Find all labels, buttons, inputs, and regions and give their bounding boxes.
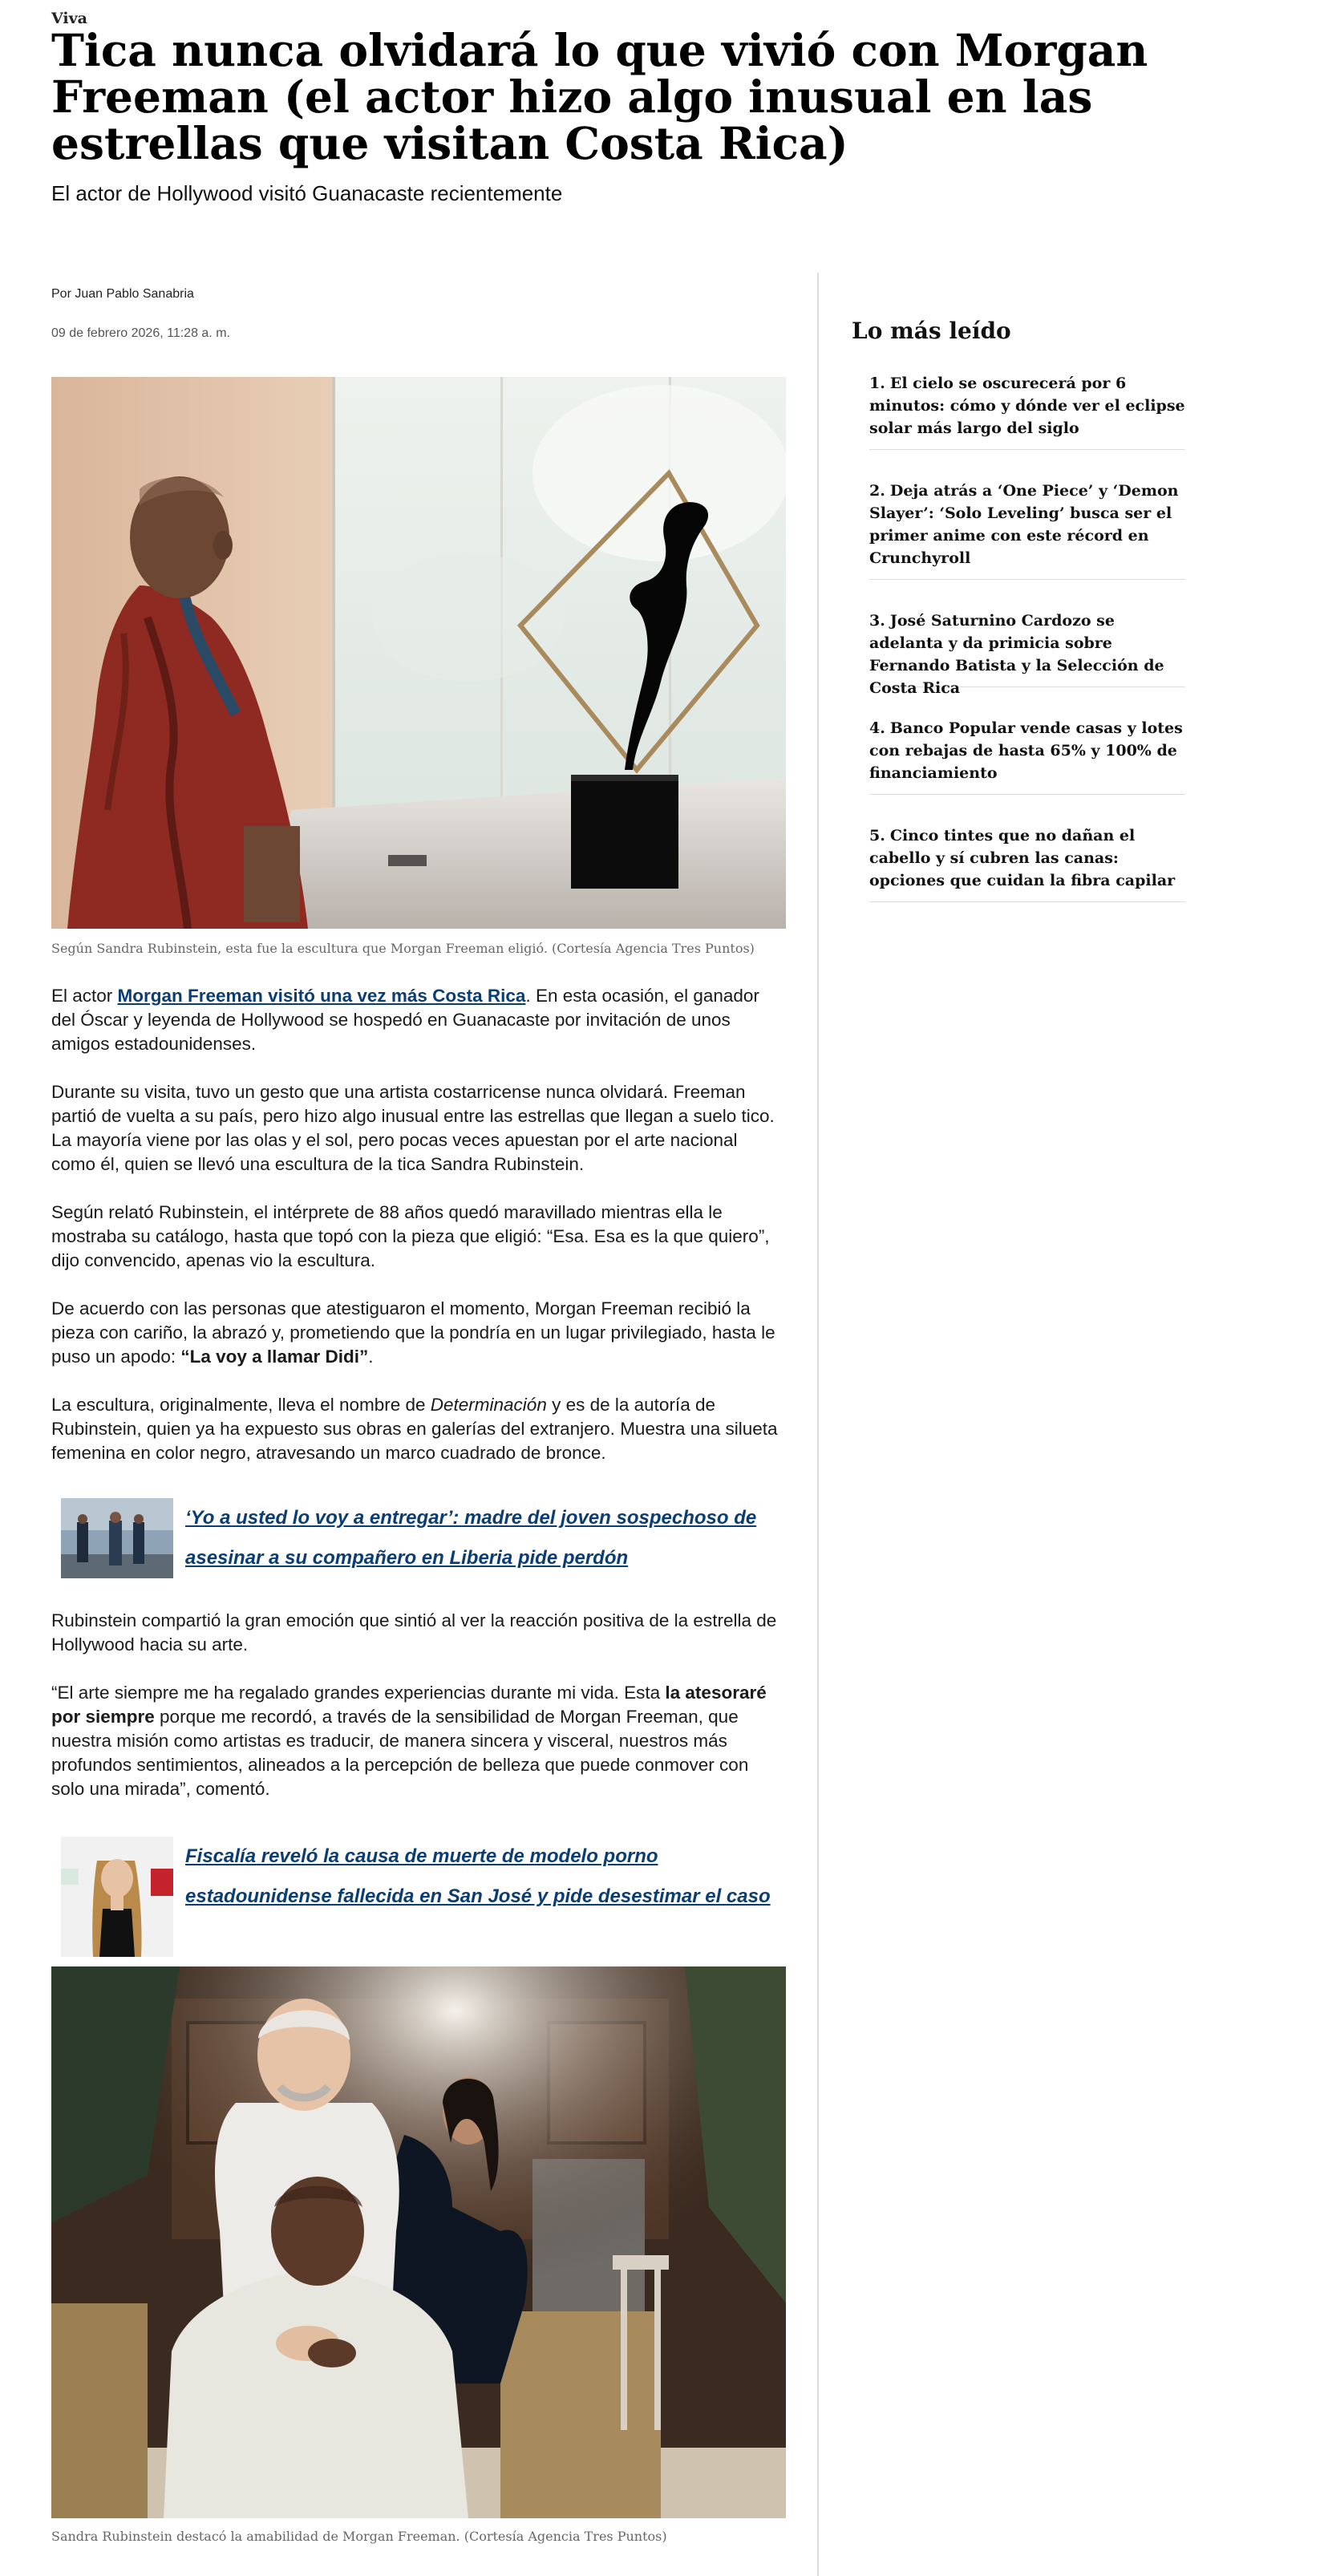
paragraph-text: De acuerdo con las personas que atestiguaron el momento, Morgan Freeman recibió la pieza con cariño, la abrazó y, prometiendo que la pondría en un lugar privilegiado, hasta le puso un apodo: <box>51 1298 775 1367</box>
most-read-text: Deja atrás a ‘One Piece’ y ‘Demon Slayer’: ‘Solo Leveling’ busca ser el primer anime con este récord en Crunchyroll <box>869 482 1179 567</box>
most-read-item[interactable] <box>869 372 1185 450</box>
related-link-2[interactable]: Fiscalía reveló la causa de muerte de modelo porno estadounidense fallecida en San José y pide desestimar el caso <box>185 1845 771 1907</box>
inline-link-freeman-visit[interactable]: Morgan Freeman visitó una vez más Costa Rica <box>117 986 526 1006</box>
most-read-number: 4. <box>869 719 885 737</box>
column-divider <box>817 273 819 2576</box>
related-link-1[interactable]: ‘Yo a usted lo voy a entregar’: madre del joven sospechoso de asesinar a su compañero en Liberia pide perdón <box>185 1507 757 1569</box>
most-read-item[interactable] <box>869 717 1185 795</box>
paragraph-text: El actor <box>51 986 118 1006</box>
photo-caption: Según Sandra Rubinstein, esta fue la escultura que Morgan Freeman eligió. (Cortesía Agencia Tres Puntos) <box>51 941 755 956</box>
sculpture-name: Determinación <box>430 1395 547 1415</box>
article-headline: Tica nunca olvidará lo que vivió con Morgan Freeman (el actor hizo algo inusual en las estrellas que visitan Costa Rica) <box>51 24 1148 169</box>
article-paragraph: Durante su visita, tuvo un gesto que una artista costarricense nunca olvidará. Freeman partió de vuelta a su país, pero hizo algo inusual entre las estrellas que llegan a suelo tico. La mayoría viene por las olas y el sol, pero pocas veces apuestan por el arte nacional como él, quien se llevó una escultura de la tica Sandra Rubinstein. <box>51 1082 775 1174</box>
most-read-number: 2. <box>869 482 885 500</box>
most-read-title: Lo más leído <box>852 318 1011 344</box>
article-paragraph: Rubinstein compartió la gran emoción que sintió al ver la reacción positiva de la estrella de Hollywood hacia su arte. <box>51 1610 777 1655</box>
photo-caption: Sandra Rubinstein destacó la amabilidad de Morgan Freeman. (Cortesía Agencia Tres Puntos) <box>51 2529 667 2544</box>
article-photo-group <box>51 1966 786 2518</box>
article-subheadline: El actor de Hollywood visitó Guanacaste recientemente <box>51 181 563 205</box>
paragraph-text: . En esta ocasión, el ganador del Óscar y leyenda de Hollywood se hospedó en Guanacaste por invitación de unos amigos estadounidenses. <box>51 986 759 1054</box>
paragraph-text: porque me recordó, a través de la sensibilidad de Morgan Freeman, que nuestra misión como artistas es traducir, de manera sincera y visceral, nuestros más profundos sentimientos, alineados a la percepción de belleza que puede conmover con solo una mirada”, comentó. <box>51 1707 749 1799</box>
article-photo-sculpture <box>51 377 786 929</box>
most-read-number: 1. <box>869 375 885 392</box>
most-read-item[interactable] <box>869 480 1185 580</box>
most-read-link[interactable] <box>869 612 1164 697</box>
most-read-link[interactable] <box>869 482 1178 567</box>
article-paragraph <box>51 1681 786 1801</box>
most-read-text: Cinco tintes que no dañan el cabello y sí cubren las canas: opciones que cuidan la fibra capilar <box>869 827 1176 889</box>
article-paragraph <box>51 1297 786 1369</box>
most-read-item[interactable] <box>869 824 1185 902</box>
quote-emphasis: la atesoraré por siempre <box>51 1683 767 1727</box>
paragraph-text: y es de la autoría de Rubinstein, quien ya ha expuesto sus obras en galerías del extranjero. Muestra una silueta femenina en color negro, atravesando un marco cuadrado de bronce. <box>51 1395 778 1463</box>
related-article-1[interactable] <box>61 1498 786 1582</box>
publish-date: 09 de febrero 2026, 11:28 a. m. <box>51 326 230 340</box>
article-paragraph <box>51 984 786 1056</box>
paragraph-text: “El arte siempre me ha regalado grandes experiencias durante mi vida. Esta <box>51 1683 666 1703</box>
most-read-link[interactable] <box>869 827 1175 889</box>
most-read-text: El cielo se oscurecerá por 6 minutos: cómo y dónde ver el eclipse solar más largo del siglo <box>869 375 1185 437</box>
most-read-number: 5. <box>869 827 885 844</box>
paragraph-text: La escultura, originalmente, lleva el nombre de <box>51 1395 431 1415</box>
paragraph-text: . <box>368 1347 374 1367</box>
section-label[interactable]: Viva <box>51 10 87 27</box>
most-read-link[interactable] <box>869 375 1185 437</box>
most-read-number: 3. <box>869 612 885 630</box>
quote-nickname: “La voy a llamar Didi” <box>180 1347 369 1367</box>
most-read-text: Banco Popular vende casas y lotes con rebajas de hasta 65% y 100% de financiamiento <box>869 719 1183 782</box>
byline: Por Juan Pablo Sanabria <box>51 287 194 301</box>
related-thumbnail[interactable] <box>61 1498 173 1578</box>
most-read-item[interactable] <box>869 610 1185 697</box>
article-paragraph: Según relató Rubinstein, el intérprete de 88 años quedó maravillado mientras ella le mostraba su catálogo, hasta que topó con la pieza que eligió: “Esa. Esa es la que quiero”, dijo convencido, apenas vio la escultura. <box>51 1202 770 1270</box>
related-article-2[interactable] <box>61 1837 786 1958</box>
related-thumbnail[interactable] <box>61 1837 173 1957</box>
most-read-link[interactable] <box>869 719 1183 782</box>
article-paragraph <box>51 1393 786 1465</box>
most-read-text: José Saturnino Cardozo se adelanta y da primicia sobre Fernando Batista y la Selección de Costa Rica <box>869 612 1164 697</box>
